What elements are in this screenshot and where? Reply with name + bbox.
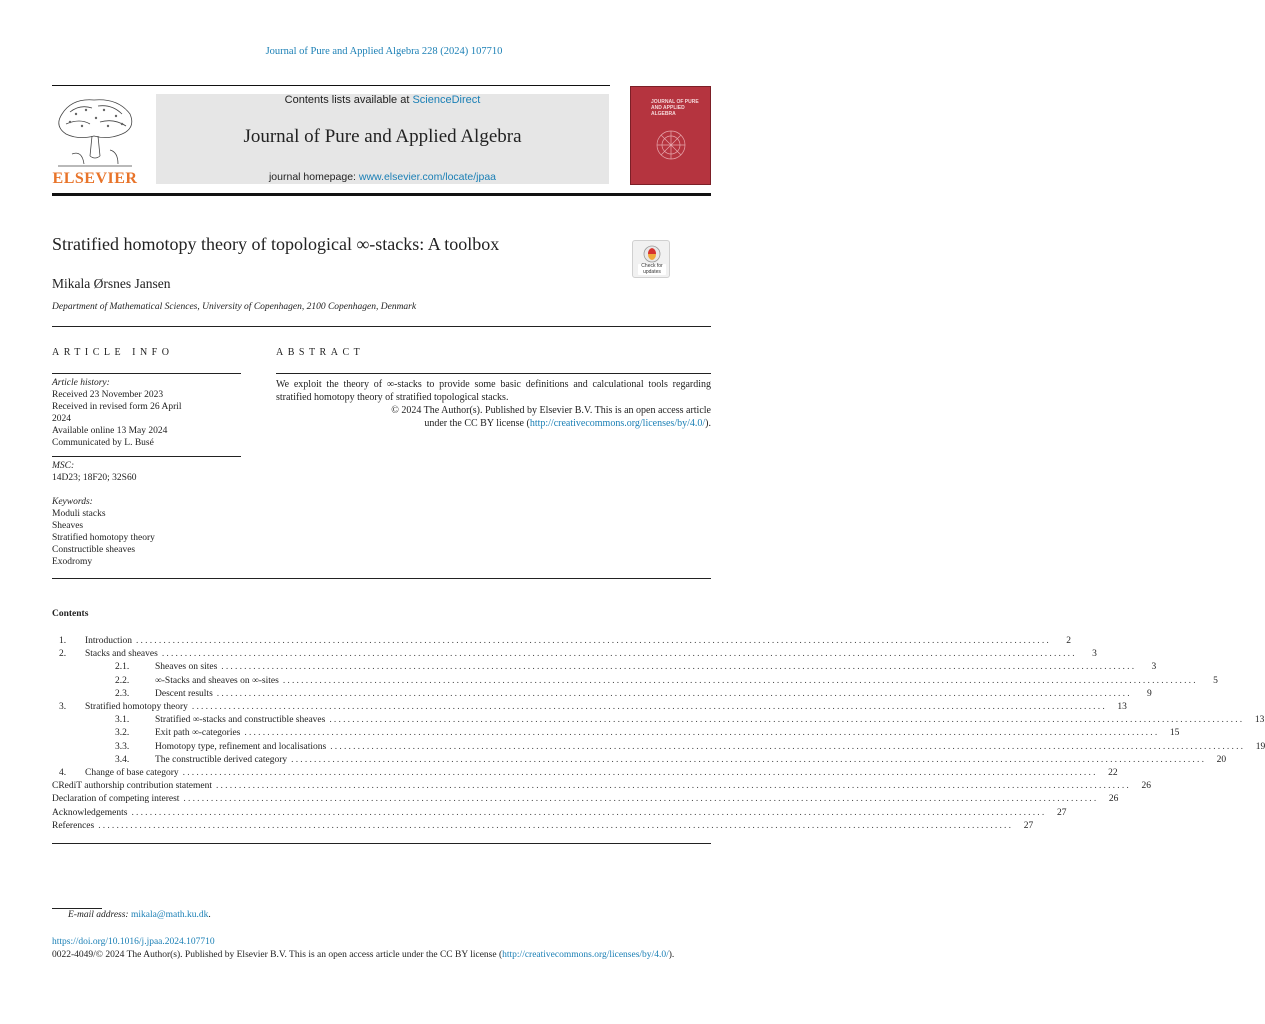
abstract-text: We exploit the theory of ∞-stacks to provide some basic definitions and calculational tools regarding stratified homotopy theory of stratified topological stacks. <box>276 379 711 403</box>
footnote-rule <box>52 908 102 909</box>
toc-entry-title: Stacks and sheaves <box>85 649 158 660</box>
history-label: Article history: <box>52 378 110 388</box>
toc-entry[interactable] <box>52 820 1034 833</box>
toc-leader-dots: ........................................................................................................................................................................................................ <box>221 662 1137 673</box>
elsevier-wordmark: ELSEVIER <box>52 170 138 187</box>
toc-entry-page: 3 <box>1151 662 1157 673</box>
footer-copyright-suffix: ). <box>668 950 675 960</box>
journal-homepage-line <box>156 171 609 183</box>
toc-leader-dots: ........................................................................................................................................................................................................ <box>131 807 1047 818</box>
toc-entry-title: References <box>52 820 95 831</box>
toc-entry-page: 26 <box>1141 781 1151 792</box>
email-period: . <box>208 910 211 920</box>
toc-entry-title: ∞-Stacks and sheaves on ∞-sites <box>155 675 279 686</box>
toc-entry-title: The constructible derived category <box>155 754 288 765</box>
toc-entry-number: 4. <box>59 768 67 778</box>
toc-entry-page: 13 <box>1117 702 1127 712</box>
article-info-rule <box>52 456 241 457</box>
toc-entry-page: 19 <box>1255 741 1265 752</box>
toc-leader-dots: ........................................................................................................................................................................................................ <box>191 702 1107 712</box>
cover-title: JOURNAL OF PURE AND APPLIED ALGEBRA <box>651 99 699 117</box>
toc-leader-dots: ........................................................................................................................................................................................................ <box>98 820 1014 831</box>
toc-entry[interactable] <box>52 807 1067 820</box>
article-info-heading: ARTICLE INFO <box>52 347 174 358</box>
email-label: E-mail address: <box>68 910 129 920</box>
toc-entry-page: 5 <box>1213 675 1218 686</box>
toc-entry[interactable] <box>52 754 1227 767</box>
toc-entry-page: 13 <box>1254 715 1265 726</box>
toc-entry-title: Stratified ∞-stacks and constructible sheaves <box>155 715 326 726</box>
contents-prefix: Contents lists available at <box>284 94 413 106</box>
toc-entry[interactable] <box>52 727 1180 740</box>
toc-entry-number: 2.3. <box>115 688 130 699</box>
keyword: Constructible sheaves <box>52 545 136 555</box>
paper-title: Stratified homotopy theory of topological ∞-stacks: A toolbox <box>52 234 500 254</box>
header-rule <box>52 85 610 86</box>
cover-ornament-icon <box>649 125 693 165</box>
toc-entry[interactable] <box>52 688 1152 701</box>
toc-entry-title: Exit path ∞-categories <box>155 728 241 739</box>
toc-entry-number: 3.1. <box>115 715 130 726</box>
toc-entry-number: 3.4. <box>115 754 130 765</box>
toc-entry-title: CRediT authorship contribution statement <box>52 781 212 792</box>
contents-heading: Contents <box>52 609 89 619</box>
toc-leader-dots: ........................................................................................................................................................................................................ <box>215 781 1131 792</box>
toc-entry-title: Declaration of competing interest <box>52 794 180 805</box>
keyword: Moduli stacks <box>52 509 106 519</box>
keyword: Exodromy <box>52 557 93 567</box>
toc-leader-dots: ........................................................................................................................................................................................................ <box>161 649 1077 660</box>
toc-entry-page: 27 <box>1023 820 1034 831</box>
abstract-license-line <box>276 417 711 430</box>
toc-entry[interactable] <box>52 793 1119 806</box>
toc-entry-page: 22 <box>1108 768 1118 778</box>
msc-codes <box>52 460 242 484</box>
sciencedirect-link[interactable]: ScienceDirect <box>412 94 481 106</box>
keywords <box>52 496 242 568</box>
toc-entry-page: 9 <box>1147 688 1152 699</box>
toc-leader-dots: ........................................................................................................................................................................................................ <box>282 675 1198 686</box>
journal-citation[interactable]: Journal of Pure and Applied Algebra 228 (2024) 107710 <box>265 46 503 57</box>
footer-copyright-text: 0022-4049/© 2024 The Author(s). Published by Elsevier B.V. This is an open access article under the CC BY license ( <box>52 950 503 960</box>
toc-entry-title: Stratified homotopy theory <box>85 702 188 712</box>
homepage-prefix: journal homepage: <box>268 171 359 183</box>
toc-leader-dots: ........................................................................................................................................................................................................ <box>291 754 1207 765</box>
author-affiliation: Department of Mathematical Sciences, University of Copenhagen, 2100 Copenhagen, Denmark <box>52 302 417 312</box>
toc-entry[interactable] <box>52 635 1071 648</box>
toc-entry-page: 2 <box>1066 636 1071 646</box>
keyword: Stratified homotopy theory <box>52 533 155 543</box>
toc-entry[interactable] <box>52 648 1097 661</box>
toc-entry-page: 3 <box>1092 649 1097 660</box>
toc-entry[interactable] <box>52 714 1265 727</box>
toc-leader-dots: ........................................................................................................................................................................................................ <box>330 741 1246 752</box>
check-for-updates-button[interactable] <box>632 240 670 278</box>
history-line: Communicated by L. Busé <box>52 438 154 448</box>
toc-entry-number: 3. <box>59 702 67 712</box>
toc-entry-page: 26 <box>1108 794 1119 805</box>
history-line: Available online 13 May 2024 <box>52 426 168 436</box>
toc-leader-dots: ........................................................................................................................................................................................................ <box>135 636 1051 646</box>
cc-license-link[interactable]: http://creativecommons.org/licenses/by/4.0/ <box>529 418 706 429</box>
section-rule <box>52 326 711 327</box>
toc-entry-title: Descent results <box>155 688 213 699</box>
toc-entry[interactable] <box>52 767 1118 780</box>
header-thick-rule <box>52 193 711 196</box>
footer-copyright <box>52 949 711 962</box>
toc-entry-page: 15 <box>1169 728 1180 739</box>
toc-entry-number: 2. <box>59 649 67 660</box>
toc-entry[interactable] <box>52 701 1127 714</box>
msc-value: 14D23; 18F20; 32S60 <box>52 473 137 483</box>
toc-leader-dots: ........................................................................................................................................................................................................ <box>244 728 1160 739</box>
abstract-copyright-line: © 2024 The Author(s). Published by Elsevier B.V. This is an open access article <box>391 405 711 416</box>
toc-leader-dots: ........................................................................................................................................................................................................ <box>329 715 1245 726</box>
abstract-rule <box>276 373 711 374</box>
section-rule <box>52 578 711 579</box>
toc-leader-dots: ........................................................................................................................................................................................................ <box>216 688 1132 699</box>
email-footnote <box>68 910 211 920</box>
article-history <box>52 377 242 449</box>
keywords-label: Keywords: <box>52 497 93 507</box>
journal-name: Journal of Pure and Applied Algebra <box>243 126 522 147</box>
toc-entry-number: 3.3. <box>115 741 130 752</box>
toc-entry-title: Change of base category <box>85 768 179 778</box>
toc-entry-page: 20 <box>1216 754 1227 765</box>
license-suffix: ). <box>705 418 711 429</box>
history-line: Received 23 November 2023 <box>52 390 164 400</box>
toc-entry[interactable] <box>52 661 1157 674</box>
toc-entry-page: 27 <box>1056 807 1067 818</box>
toc-entry-title: Homotopy type, refinement and localisations <box>155 741 327 752</box>
toc-leader-dots: ........................................................................................................................................................................................................ <box>182 768 1098 778</box>
contents-available-line <box>156 94 609 106</box>
footer-license-link[interactable]: http://creativecommons.org/licenses/by/4.0/ <box>502 950 669 960</box>
toc-entry-title: Sheaves on sites <box>155 662 218 673</box>
keyword: Sheaves <box>52 521 84 531</box>
toc-entry-title: Introduction <box>85 636 132 646</box>
msc-label: MSC: <box>52 461 75 471</box>
article-info-rule <box>52 373 241 374</box>
toc-leader-dots: ........................................................................................................................................................................................................ <box>183 794 1099 805</box>
journal-homepage-link[interactable]: www.elsevier.com/locate/jpaa <box>358 171 497 183</box>
author-name: Mikala Ørsnes Jansen <box>52 276 171 291</box>
toc-entry-number: 3.2. <box>115 728 130 739</box>
toc-entry-number: 1. <box>59 636 67 646</box>
history-line: 2024 <box>52 414 71 424</box>
abstract-heading: ABSTRACT <box>276 347 365 358</box>
toc-entry[interactable] <box>52 741 1265 754</box>
toc-entry-number: 2.1. <box>115 662 130 673</box>
license-prefix: under the CC BY license ( <box>424 418 530 429</box>
toc-entry[interactable] <box>52 780 1151 793</box>
doi-link[interactable]: https://doi.org/10.1016/j.jpaa.2024.107710 <box>52 937 215 947</box>
journal-cover[interactable] <box>630 86 711 185</box>
toc-entry[interactable] <box>52 675 1218 688</box>
abstract-copyright <box>276 404 711 430</box>
toc-entry-title: Acknowledgements <box>52 807 128 818</box>
toc-entry-number: 2.2. <box>115 675 130 686</box>
history-line: Received in revised form 26 April <box>52 402 182 412</box>
author-email-link[interactable]: mikala@math.ku.dk <box>130 910 209 920</box>
check-for-updates-label: Check for updates <box>641 263 663 275</box>
section-rule <box>52 843 711 844</box>
